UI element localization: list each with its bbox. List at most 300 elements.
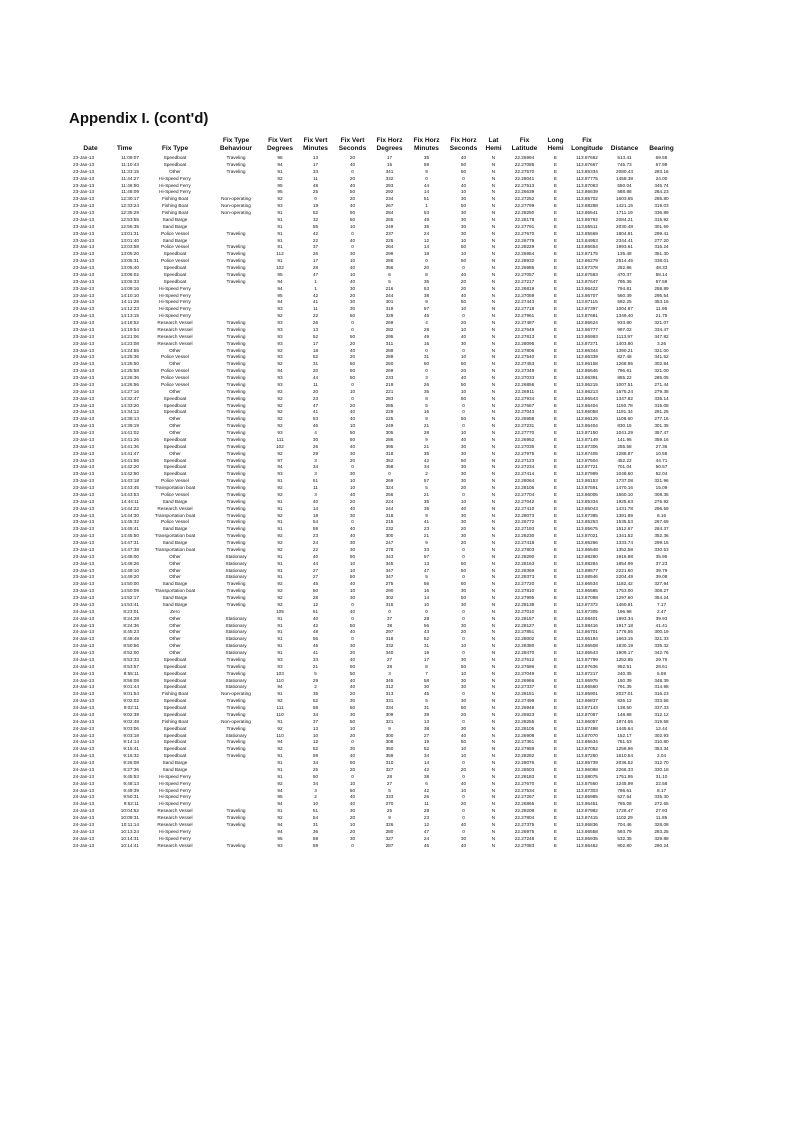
table-cell: 26: [312, 443, 319, 449]
table-cell: 24-Jan-13: [73, 677, 95, 683]
table-cell: 23-Jan-13: [73, 210, 95, 215]
table-cell: 0: [462, 615, 465, 621]
table-cell: 22.26952: [514, 436, 535, 442]
table-cell: 30: [460, 677, 467, 683]
table-cell: 20: [349, 155, 356, 160]
table-cell: Non-operating: [221, 691, 251, 697]
table-cell: 327: [385, 835, 394, 841]
table-cell: 40: [349, 656, 356, 662]
table-cell: 10: [312, 732, 319, 738]
table-cell: 40: [460, 333, 467, 339]
table-cell: 30: [460, 230, 467, 236]
table-cell: Hi-Speed Ferry: [159, 801, 191, 807]
table-cell: 22.26975: [514, 828, 535, 834]
table-cell: 92: [277, 588, 283, 594]
table-cell: 30: [460, 835, 467, 841]
column-header: Fix Vert: [303, 137, 328, 144]
table-cell: Research Vessel: [157, 821, 193, 827]
table-cell: 33: [423, 546, 430, 552]
table-cell: 0: [351, 464, 354, 470]
table-cell: 321.00: [654, 347, 669, 353]
table-cell: 39: [423, 711, 430, 717]
table-cell: 301.35: [654, 423, 669, 429]
table-cell: [209, 774, 263, 781]
table-cell: 24-Jan-13: [73, 787, 95, 793]
table-cell: 12: [423, 237, 430, 243]
table-cell: N: [491, 512, 496, 518]
table-cell: 52: [423, 746, 430, 752]
table-cell: 22.27804: [514, 815, 535, 820]
table-cell: 50: [460, 361, 467, 367]
table-cell: 1445.64: [616, 725, 633, 731]
table-cell: Speedboat: [163, 698, 187, 704]
table-cell: E: [553, 650, 558, 655]
table-cell: 22.27349: [514, 368, 535, 374]
table-cell: 359: [385, 753, 394, 759]
table-cell: 22.26954: [514, 251, 535, 257]
table-cell: E: [553, 306, 558, 312]
table-cell: Sand Barge: [162, 601, 188, 607]
table-cell: 22.28157: [514, 615, 535, 621]
table-cell: Research Vessel: [157, 815, 193, 820]
table-cell: 22.28183: [514, 773, 535, 779]
table-cell: N: [491, 155, 496, 160]
table-cell: 40: [349, 533, 356, 539]
table-cell: N: [491, 526, 496, 532]
table-cell: 310.80: [654, 739, 669, 745]
table-cell: E: [553, 718, 558, 724]
table-cell: 1874.55: [616, 718, 633, 724]
table-cell: 113.87149: [576, 436, 598, 442]
table-cell: Traveling: [226, 340, 246, 346]
table-cell: 113.86777: [576, 326, 598, 332]
table-cell: E: [553, 766, 558, 772]
table-cell: N: [491, 636, 496, 642]
table-cell: Other: [169, 388, 181, 394]
table-cell: 52: [312, 333, 319, 339]
table-cell: E: [553, 705, 558, 710]
table-row: [73, 162, 681, 169]
table-row: [73, 739, 681, 746]
table-cell: N: [491, 581, 496, 587]
table-cell: 40: [460, 821, 467, 827]
table-cell: 30: [460, 443, 467, 449]
table-cell: 95: [277, 292, 283, 298]
table-cell: E: [553, 546, 558, 552]
table-cell: 335.14: [654, 395, 669, 401]
table-cell: 50: [349, 375, 356, 380]
table-cell: E: [553, 175, 558, 181]
table-cell: E: [553, 835, 558, 841]
table-cell: 30: [349, 643, 356, 649]
table-cell: 14:53:41: [120, 601, 139, 607]
table-cell: 102: [276, 443, 284, 449]
table-cell: 550.04: [617, 182, 632, 188]
table-cell: 30: [460, 601, 467, 607]
table-cell: 91: [277, 622, 283, 628]
table-cell: 14:13:15: [120, 313, 139, 319]
table-cell: E: [553, 540, 558, 545]
table-cell: 91: [277, 519, 283, 525]
table-cell: 2514.45: [616, 258, 633, 264]
table-cell: 348.39: [654, 677, 669, 683]
table-cell: 67.99: [655, 161, 668, 167]
table-cell: 92: [277, 512, 283, 518]
table-cell: 22.27049: [514, 670, 535, 676]
table-cell: N: [491, 340, 496, 346]
column-header: Date: [83, 145, 98, 152]
table-cell: E: [553, 285, 558, 291]
table-cell: 10:14:31: [120, 835, 139, 841]
table-cell: 92: [277, 347, 283, 353]
table-cell: 44: [423, 182, 430, 188]
table-cell: 37: [386, 615, 393, 621]
table-cell: Traveling: [226, 464, 246, 470]
table-cell: 50: [460, 299, 467, 305]
table-cell: 22.27337: [514, 684, 535, 690]
table-cell: 14:19:54: [120, 326, 139, 332]
table-cell: 11.95: [655, 306, 668, 312]
table-cell: N: [491, 368, 496, 374]
table-cell: 305: [385, 430, 394, 435]
table-cell: 91: [277, 643, 283, 649]
table-cell: E: [553, 485, 558, 490]
table-cell: 20: [349, 292, 356, 298]
table-cell: 25: [312, 766, 319, 772]
table-cell: N: [491, 698, 496, 704]
table-cell: 31: [423, 705, 430, 710]
table-cell: Fishing Boat: [161, 203, 189, 209]
table-row: [73, 643, 681, 650]
table-cell: 23-Jan-13: [73, 395, 95, 401]
table-cell: E: [553, 464, 558, 470]
table-cell: 321.00: [654, 368, 669, 374]
table-cell: Traveling: [226, 656, 246, 662]
table-cell: 8:48:48: [123, 636, 139, 642]
table-cell: N: [491, 787, 496, 793]
table-cell: 93: [277, 203, 283, 209]
table-cell: 22.27487: [514, 320, 535, 325]
table-cell: [209, 183, 263, 190]
table-cell: 286: [385, 436, 394, 442]
table-cell: E: [553, 801, 558, 807]
table-cell: 9:02:02: [123, 698, 139, 704]
table-cell: 2084.21: [616, 216, 633, 222]
table-cell: 113.87504: [576, 457, 598, 463]
table-cell: 9: [425, 168, 428, 174]
table-cell: N: [491, 182, 496, 188]
table-cell: 1535.53: [616, 519, 633, 525]
table-cell: 10: [349, 423, 356, 429]
table-row: [73, 836, 681, 843]
table-cell: Other: [169, 450, 181, 456]
table-cell: 13: [312, 326, 319, 332]
table-cell: 276.92: [654, 498, 669, 504]
table-cell: N: [491, 491, 496, 497]
table-cell: Speedboat: [163, 746, 187, 752]
table-cell: 10: [460, 237, 467, 243]
table-cell: Traveling: [226, 430, 246, 435]
table-cell: 113.87405: [576, 450, 598, 456]
table-row: [73, 781, 681, 788]
table-cell: E: [553, 656, 558, 662]
table-cell: 30: [460, 684, 467, 690]
table-cell: 93: [277, 375, 283, 380]
table-cell: 23-Jan-13: [73, 450, 95, 456]
table-cell: 47: [423, 828, 430, 834]
table-cell: 40: [460, 780, 467, 786]
table-cell: 45: [423, 691, 430, 697]
table-cell: 95: [277, 182, 283, 188]
column-header: Fix Vert: [268, 137, 292, 144]
table-cell: 237: [385, 230, 394, 236]
table-cell: 30: [312, 436, 319, 442]
table-cell: E: [553, 189, 558, 195]
table-cell: 285.80: [654, 196, 669, 202]
table-cell: 287: [385, 842, 394, 848]
table-cell: 23-Jan-13: [73, 306, 95, 312]
table-cell: 27: [312, 574, 319, 580]
table-cell: 93: [277, 326, 283, 332]
table-cell: 335.30: [654, 794, 669, 800]
table-cell: 302.84: [654, 361, 669, 367]
table-cell: 113.85702: [576, 196, 598, 202]
table-cell: 50: [460, 705, 467, 710]
table-cell: 113.86548: [576, 546, 598, 552]
table-cell: 14:44:30: [120, 512, 139, 518]
table-cell: Traveling: [226, 443, 246, 449]
table-cell: 1575.24: [616, 388, 633, 394]
table-cell: 9:01:54: [123, 691, 139, 697]
table-cell: 30: [349, 546, 356, 552]
table-cell: 0: [462, 347, 465, 353]
table-cell: 23-Jan-13: [73, 512, 95, 518]
table-row: [73, 650, 681, 657]
table-cell: Sand Barge: [162, 498, 188, 504]
table-cell: 23-Jan-13: [73, 347, 95, 353]
table-cell: 22.27995: [514, 595, 535, 600]
table-cell: 55: [312, 223, 319, 229]
table-cell: 31.10: [655, 773, 668, 779]
table-cell: 22.28230: [514, 533, 535, 539]
table-cell: Fishing Boat: [161, 210, 189, 215]
table-cell: Police Vessel: [161, 230, 189, 236]
table-cell: Speedboat: [163, 155, 187, 160]
table-cell: 271.44: [654, 381, 669, 387]
table-cell: 23: [312, 533, 319, 539]
column-header: Degrees: [266, 145, 294, 152]
table-cell: 40: [349, 801, 356, 807]
table-cell: [209, 801, 263, 808]
table-cell: 35: [423, 223, 430, 229]
table-cell: 1512.67: [616, 526, 633, 532]
table-cell: 22: [312, 313, 319, 319]
table-cell: 31: [312, 821, 319, 827]
table-cell: 25: [386, 808, 393, 814]
table-cell: 23-Jan-13: [73, 574, 95, 580]
table-cell: E: [553, 760, 558, 765]
table-cell: 8:23:01: [123, 608, 139, 614]
table-cell: E: [553, 512, 558, 518]
table-cell: 23-Jan-13: [73, 457, 95, 463]
table-cell: 92: [277, 595, 283, 600]
table-cell: 13: [423, 718, 430, 724]
table-cell: 11.85: [655, 815, 668, 820]
table-cell: 20: [312, 388, 319, 394]
table-cell: 50: [460, 581, 467, 587]
table-cell: 113.86560: [576, 684, 598, 690]
table-row: [73, 698, 681, 705]
table-row: [73, 437, 681, 444]
table-cell: 48: [312, 182, 319, 188]
table-cell: 40: [349, 505, 356, 511]
table-cell: 113.87583: [576, 271, 598, 277]
table-cell: 21: [423, 533, 430, 539]
table-cell: E: [553, 622, 558, 628]
table-cell: 23-Jan-13: [73, 223, 95, 229]
table-cell: 57: [423, 478, 430, 484]
table-cell: 10: [460, 354, 467, 360]
table-cell: 41: [312, 299, 319, 305]
table-cell: 40: [349, 347, 356, 353]
table-cell: 2221.60: [616, 567, 633, 573]
table-cell: 24-Jan-13: [73, 643, 95, 649]
table-cell: 23-Jan-13: [73, 436, 95, 442]
table-cell: 1993.61: [616, 244, 633, 250]
table-cell: 316.23: [654, 691, 669, 697]
table-cell: 1663.15: [616, 636, 633, 642]
table-cell: 40: [349, 629, 356, 635]
table-cell: 40: [460, 292, 467, 298]
table-cell: 19: [312, 203, 319, 209]
table-cell: N: [491, 546, 496, 552]
table-cell: N: [491, 189, 496, 195]
table-row: [73, 671, 681, 678]
table-cell: 343: [385, 553, 394, 559]
table-cell: Fishing Boat: [161, 691, 189, 697]
table-cell: 331: [385, 698, 394, 704]
table-cell: N: [491, 258, 496, 264]
table-cell: 23-Jan-13: [73, 203, 95, 209]
table-cell: 270: [385, 801, 394, 807]
table-cell: 41.41: [655, 622, 668, 628]
table-cell: 10: [349, 567, 356, 573]
table-cell: 285.05: [654, 375, 669, 380]
table-cell: 20: [460, 801, 467, 807]
table-cell: 23-Jan-13: [73, 354, 95, 360]
table-cell: 50: [349, 670, 356, 676]
table-cell: 281.25: [654, 409, 669, 415]
table-cell: E: [553, 739, 558, 745]
table-cell: N: [491, 320, 496, 325]
table-cell: 9:49:39: [123, 787, 139, 793]
table-cell: 113.85792: [576, 216, 598, 222]
table-cell: 24-Jan-13: [73, 650, 95, 655]
table-cell: 22.27799: [514, 203, 535, 209]
table-cell: 113.87378: [576, 265, 598, 270]
table-cell: E: [553, 402, 558, 408]
table-cell: 12: [312, 739, 319, 745]
table-cell: E: [553, 299, 558, 305]
table-cell: 48.33: [655, 265, 668, 270]
table-cell: 2080.43: [616, 168, 633, 174]
table-row: [73, 313, 681, 320]
table-cell: 113.86213: [576, 388, 598, 394]
table-cell: 52.04: [655, 471, 668, 477]
table-cell: 27.36: [655, 443, 668, 449]
table-cell: 59: [312, 835, 319, 841]
table-cell: 1610.54: [616, 753, 633, 759]
table-cell: 14:45:50: [120, 533, 139, 539]
table-cell: 827.48: [617, 354, 632, 360]
table-cell: 31: [423, 354, 430, 360]
table-cell: 24-Jan-13: [73, 821, 95, 827]
table-cell: 92: [277, 540, 283, 545]
table-row: [73, 403, 681, 410]
table-cell: 50: [460, 560, 467, 566]
table-cell: 22.27231: [514, 423, 535, 429]
table-cell: 1297.60: [616, 595, 633, 600]
table-cell: 23-Jan-13: [73, 361, 95, 367]
table-cell: 91: [277, 808, 283, 814]
table-cell: 23-Jan-13: [73, 540, 95, 545]
table-cell: 47: [312, 271, 319, 277]
table-cell: 8: [425, 663, 428, 669]
table-cell: 24: [423, 230, 430, 236]
table-cell: 30: [460, 450, 467, 456]
table-cell: 313: [385, 691, 394, 697]
table-cell: 30: [349, 746, 356, 752]
table-cell: 23: [423, 526, 430, 532]
table-cell: 341.52: [654, 354, 669, 360]
table-cell: 0: [351, 381, 354, 387]
table-cell: 23-Jan-13: [73, 189, 95, 195]
table-cell: 113.86153: [576, 478, 598, 484]
table-cell: 22.28369: [514, 567, 535, 573]
table-cell: 23-Jan-13: [73, 196, 95, 202]
table-cell: 34: [423, 464, 430, 470]
table-cell: 94: [277, 285, 283, 291]
table-cell: 22.27803: [514, 546, 535, 552]
table-cell: 20: [312, 368, 319, 374]
table-cell: 27: [423, 732, 430, 738]
table-cell: 321.96: [654, 478, 669, 484]
table-cell: 22.27010: [514, 608, 535, 614]
table-cell: 113.87647: [576, 278, 598, 284]
table-cell: E: [553, 333, 558, 339]
table-row: [73, 574, 681, 581]
table-cell: 29.76: [655, 656, 668, 662]
table-cell: 91: [277, 230, 283, 236]
table-cell: 11:09:07: [121, 155, 139, 160]
column-header: Seconds: [449, 145, 478, 152]
table-cell: 329: [385, 313, 394, 319]
table-row: [73, 286, 681, 293]
table-cell: 22.27057: [514, 271, 535, 277]
table-cell: 37: [312, 244, 319, 250]
table-cell: 12:56:35: [120, 223, 139, 229]
table-cell: Traveling: [226, 450, 246, 456]
table-cell: 23-Jan-13: [73, 478, 95, 484]
table-cell: 286: [385, 258, 394, 264]
table-cell: 40: [460, 271, 467, 277]
table-cell: E: [553, 636, 558, 642]
table-cell: 22.26772: [514, 519, 535, 525]
table-cell: Stationary: [225, 650, 247, 655]
table-cell: 113.87098: [576, 595, 598, 600]
table-cell: 30: [349, 540, 356, 545]
table-cell: 93: [277, 663, 283, 669]
